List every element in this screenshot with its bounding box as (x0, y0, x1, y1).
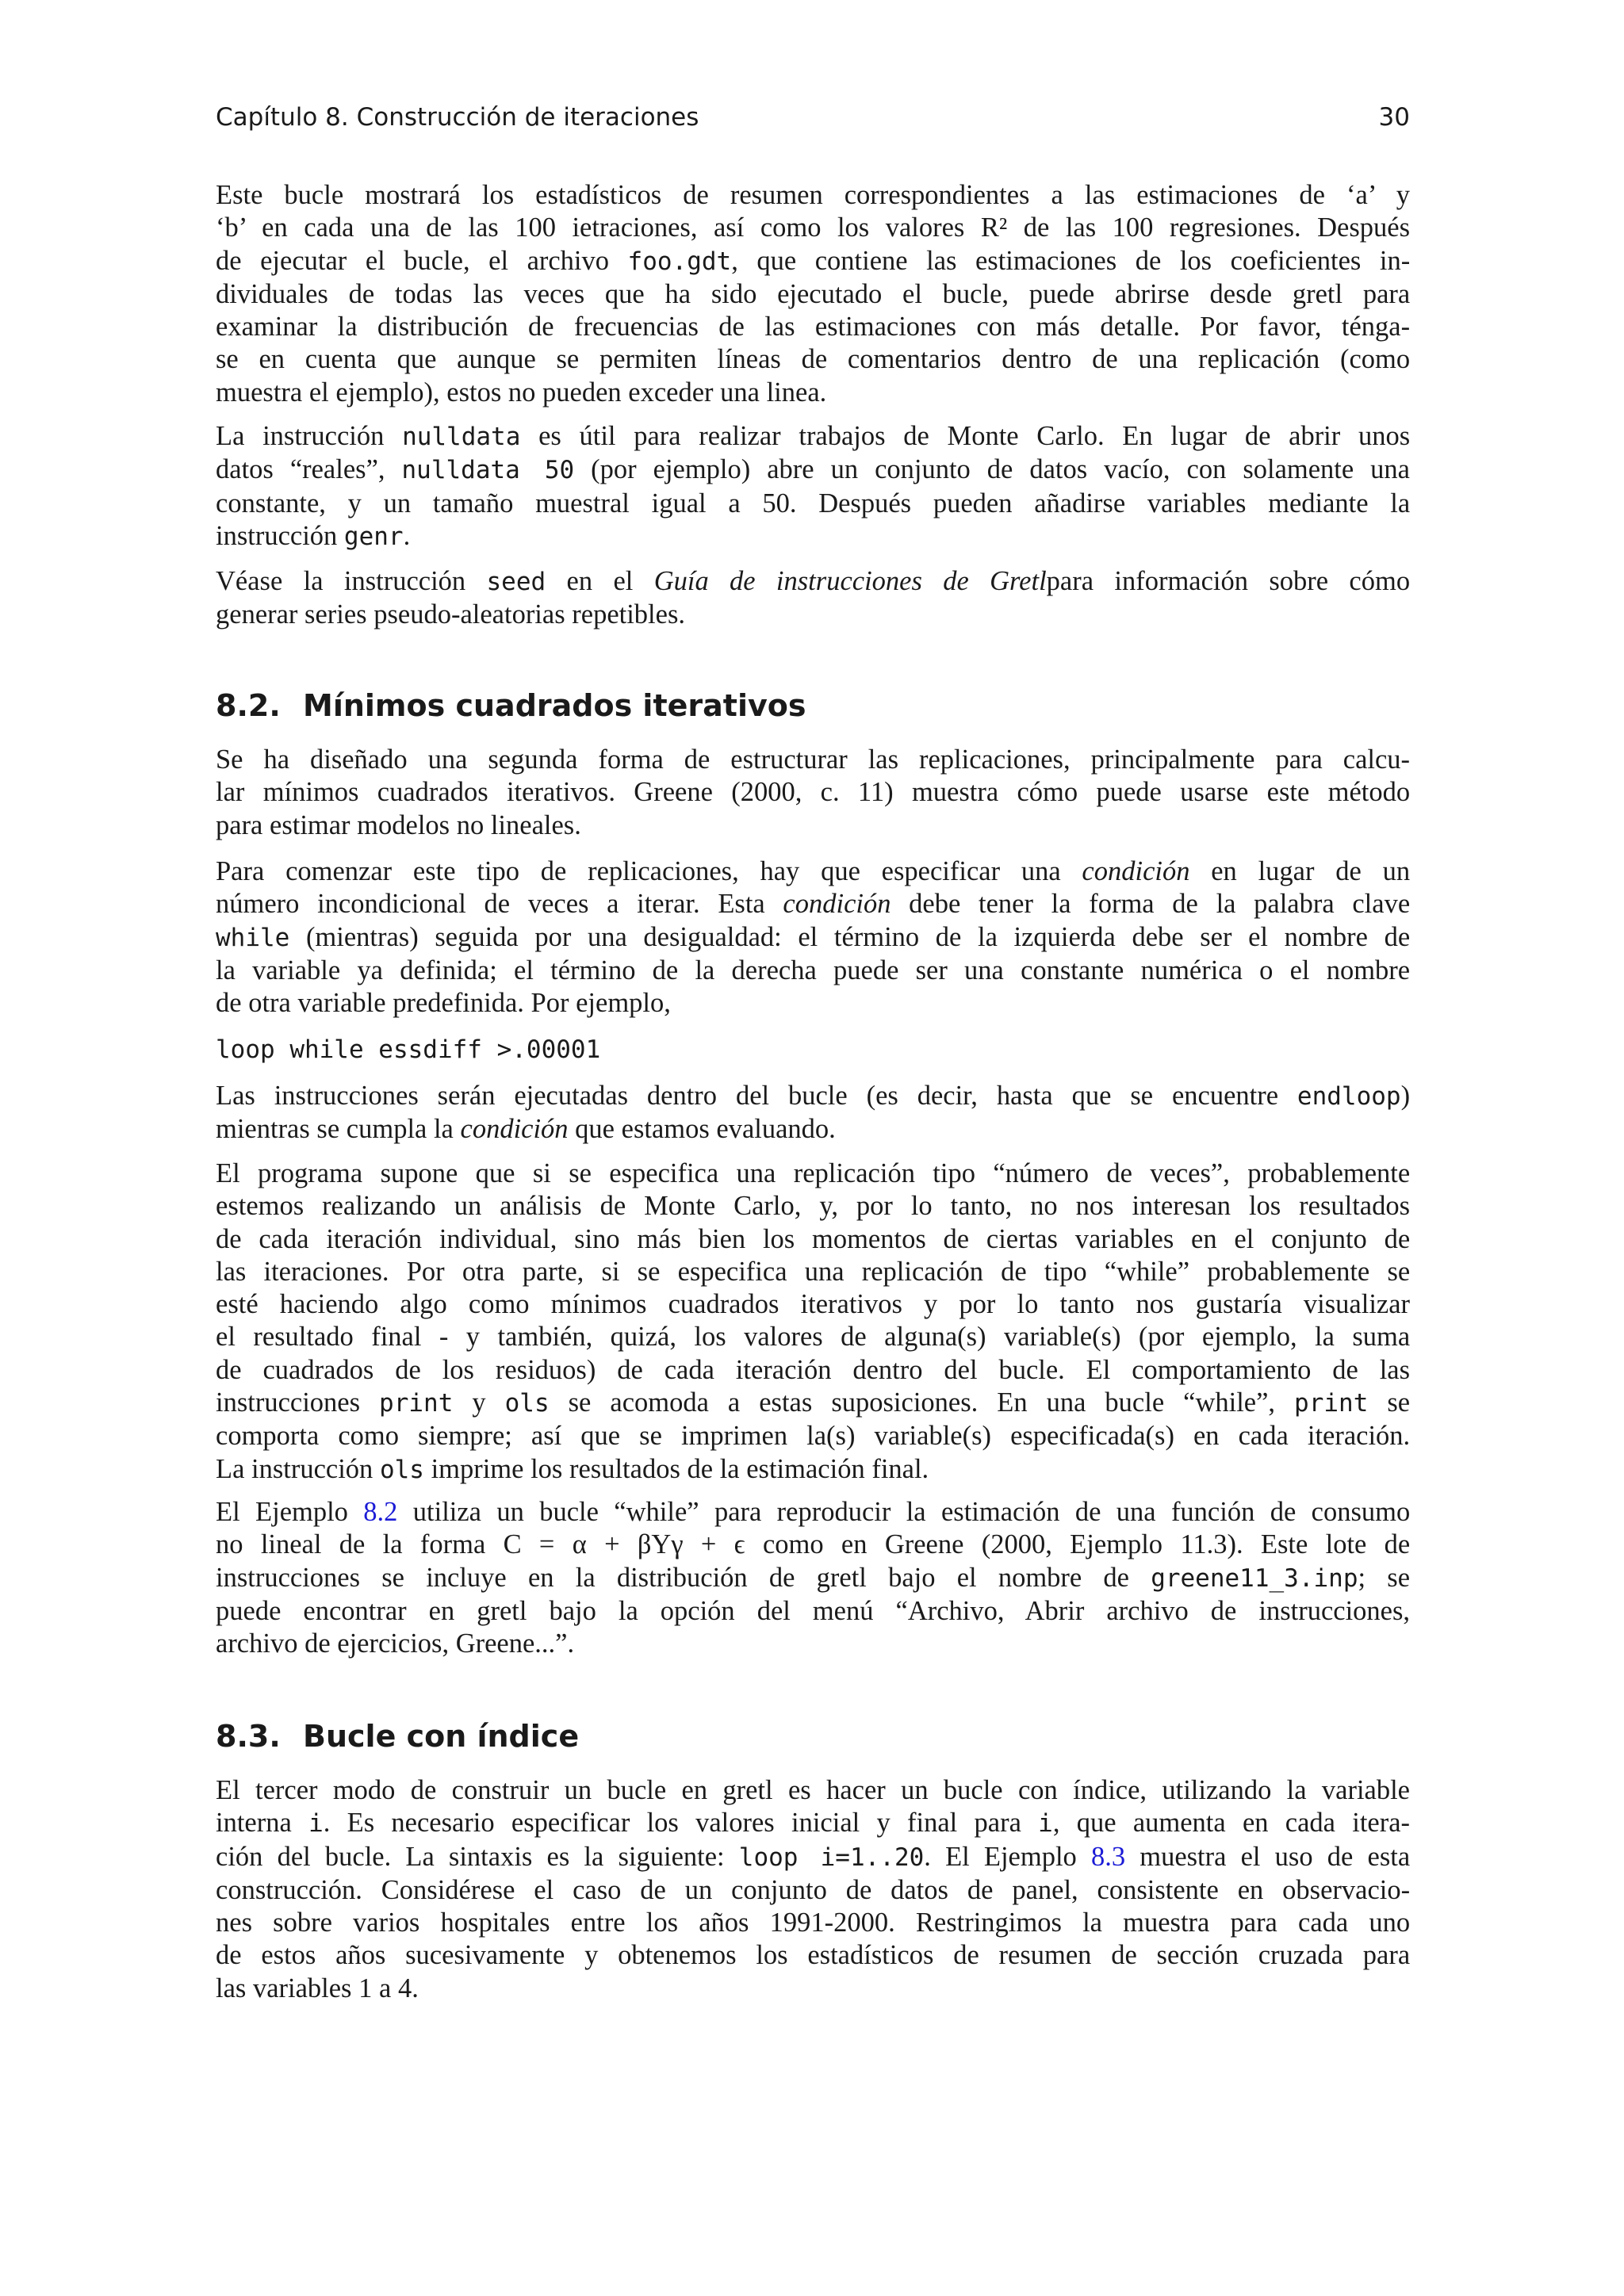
paragraph-text (216, 744, 1410, 842)
paragraph-text (216, 1158, 1410, 1487)
inline-code: ols (379, 1455, 424, 1484)
text-line: interna i. Es necesario especificar los valores inicial y final para i, que aumenta en cada itera- (216, 1808, 1411, 1839)
text-line: instrucción genr. (216, 520, 411, 551)
paragraph-loop-output (216, 179, 1410, 419)
chapter-title: Capítulo 8. Construcción de iteraciones (216, 103, 699, 132)
text-line: Las instrucciones serán ejecutadas dentro del bucle (es decir, hasta que se encuentre endloop) (216, 1081, 1411, 1111)
italic-text: condición (783, 889, 891, 920)
paragraph-text (216, 1080, 1410, 1146)
text-line: número incondicional de veces a iterar. Esta condición debe tener la forma de la palabra clave (216, 889, 1411, 920)
text-line: las iteraciones. Por otra parte, si se especifica una replicación de tipo “while” probablemente se (216, 1256, 1411, 1287)
text-line: dividuales de todas las veces que ha sido ejecutado el bucle, puede abrirse desde gretl para (216, 278, 1411, 309)
italic-text: condición (460, 1114, 569, 1145)
text-line: para estimar modelos no lineales. (216, 809, 581, 840)
paragraph-text (216, 1774, 1410, 2005)
paragraph-nulldata (216, 420, 1410, 563)
text-line: instrucciones se incluye en la distribución de gretl bajo el nombre de greene11_3.inp; se (216, 1562, 1411, 1593)
text-line: El programa supone que si se especifica una replicación tipo “número de veces”, probablemente (216, 1158, 1411, 1188)
text-line: el resultado final - y también, quizá, los valores de alguna(s) variable(s) (por ejemplo, la suma (216, 1322, 1411, 1353)
text-line: La instrucción nulldata es útil para realizar trabajos de Monte Carlo. En lugar de abrir unos (216, 421, 1411, 451)
code-example: loop while essdiff >.00001 (216, 1035, 601, 1064)
text-line: ‘b’ en cada una de las 100 ietraciones, así como los valores R² de las 100 regresiones. Después (216, 212, 1411, 243)
section-number: 8.2. (216, 688, 281, 723)
text-line: de otra variable predefinida. Por ejemplo, (216, 988, 671, 1019)
text-line: El tercer modo de construir un bucle en gretl es hacer un bucle con índice, utilizando la variable (216, 1775, 1410, 1805)
text-line: de cuadrados de los residuos) de cada iteración dentro del bucle. El comportamiento de las (216, 1354, 1411, 1385)
paragraph-seed (216, 565, 1410, 641)
text-line: mientras se cumpla la condición que estamos evaluando. (216, 1114, 836, 1145)
text-line: ción del bucle. La sintaxis es la siguiente: loop i=1..20. El Ejemplo 8.3 muestra el uso de esta (216, 1841, 1411, 1872)
text-line: estemos realizando un análisis de Monte Carlo, y, por lo tanto, no nos interesan los resultados (216, 1191, 1411, 1222)
text-line: Véase la instrucción seed en el Guía de instrucciones de Gretlpara información sobre cómo (216, 566, 1411, 596)
section-title: Bucle con índice (303, 1719, 580, 1754)
paragraph-index-loop (216, 1774, 1410, 2015)
text-line: de cada iteración individual, sino más bien los momentos de ciertas variables en el conjunto de (216, 1223, 1411, 1254)
example-link[interactable]: 8.3 (1090, 1841, 1126, 1872)
paragraph-loop-types (216, 1158, 1410, 1496)
text-line: de ejecutar el bucle, el archivo foo.gdt, que contiene las estimaciones de los coeficientes in- (216, 245, 1411, 276)
inline-code: i (1038, 1809, 1053, 1839)
section-title: Mínimos cuadrados iterativos (303, 688, 806, 723)
section-number: 8.3. (216, 1719, 281, 1754)
section-heading-8-3 (216, 1719, 579, 1754)
inline-code: nulldata (402, 423, 521, 451)
text-line: La instrucción ols imprime los resultados de la estimación final. (216, 1453, 929, 1484)
inline-code: seed (486, 568, 546, 596)
text-line: se en cuenta que aunque se permiten líneas de comentarios dentro de una replicación (como (216, 344, 1411, 375)
inline-code: print (379, 1389, 454, 1418)
inline-code: ols (504, 1389, 550, 1418)
text-line: Este bucle mostrará los estadísticos de resumen correspondientes a las estimaciones de ‘a’ y (216, 180, 1411, 210)
inline-code: print (1294, 1389, 1369, 1418)
paragraph-endloop (216, 1080, 1410, 1156)
text-line: las variables 1 a 4. (216, 1973, 419, 2003)
text-line: archivo de ejercicios, Greene...”. (216, 1628, 575, 1659)
text-line: instrucciones print y ols se acomoda a estas suposiciones. En una bucle “while”, print se (216, 1387, 1411, 1418)
inline-code: i (308, 1809, 324, 1839)
text-line: datos “reales”, nulldata 50 (por ejemplo) abre un conjunto de datos vacío, con solamente una (216, 454, 1410, 485)
paragraph-example-8-2 (216, 1496, 1410, 1670)
paragraph-text (216, 179, 1410, 409)
text-line: construcción. Considérese el caso de un conjunto de datos de panel, consistente en observacio- (216, 1874, 1411, 1905)
text-line: El Ejemplo 8.2 utiliza un bucle “while” para reproducir la estimación de una función de consumo (216, 1497, 1411, 1527)
text-line: muestra el ejemplo), estos no pueden exceder una linea. (216, 377, 827, 408)
inline-code: nulldata 50 (401, 456, 575, 485)
text-line: Se ha diseñado una segunda forma de estructurar las replicaciones, principalmente para calcu- (216, 744, 1411, 775)
paragraph-text (216, 420, 1410, 553)
text-line: no lineal de la forma C = α + βYγ + ϵ como en Greene (2000, Ejemplo 11.3). Este lote de (216, 1529, 1411, 1560)
inline-code: endloop (1297, 1082, 1401, 1111)
text-line: constante, y un tamaño muestral igual a 50. Después pueden añadirse variables mediante la (216, 488, 1411, 519)
text-line: de estos años sucesivamente y obtenemos los estadísticos de resumen de sección cruzada para (216, 1940, 1411, 1971)
text-line: puede encontrar en gretl bajo la opción del menú “Archivo, Abrir archivo de instrucciones, (216, 1595, 1411, 1626)
italic-text: condición (1082, 856, 1190, 886)
text-line: Para comenzar este tipo de replicaciones, hay que especificar una condición en lugar de un (216, 856, 1411, 886)
text-line: comporta como siempre; así que se imprimen la(s) variable(s) especificada(s) en cada iteración. (216, 1421, 1411, 1452)
inline-code: genr (343, 522, 404, 551)
text-line: while (mientras) seguida por una desigualdad: el término de la izquierda debe ser el nombre de (216, 921, 1411, 952)
paragraph-iterative-intro (216, 744, 1410, 851)
text-line: lar mínimos cuadrados iterativos. Greene (2000, c. 11) muestra cómo puede usarse este método (216, 777, 1411, 808)
paragraph-while-condition (216, 855, 1410, 1029)
inline-code: while (216, 923, 290, 952)
text-line: examinar la distribución de frecuencias de las estimaciones con más detalle. Por favor, ténga- (216, 312, 1411, 342)
page-number: 30 (1378, 103, 1410, 132)
text-line: esté haciendo algo como mínimos cuadrados iterativos y por lo tanto nos gustaría visualizar (216, 1289, 1411, 1320)
text-line: la variable ya definida; el término de la derecha puede ser una constante numérica o el nombre (216, 955, 1411, 985)
paragraph-text (216, 855, 1410, 1020)
text-line: nes sobre varios hospitales entre los años 1991-2000. Restringimos la muestra para cada uno (216, 1908, 1411, 1938)
example-link[interactable]: 8.2 (363, 1497, 398, 1527)
inline-code: foo.gdt (627, 247, 732, 276)
paragraph-text (216, 1496, 1410, 1660)
paragraph-text (216, 565, 1410, 632)
running-header (216, 103, 1410, 143)
text-line: generar series pseudo-aleatorias repetibles. (216, 599, 685, 630)
italic-text: Guía de instrucciones de Gretl (653, 566, 1047, 596)
inline-code: loop i=1..20 (738, 1843, 925, 1872)
inline-code: greene11_3.inp (1151, 1563, 1358, 1593)
section-heading-8-2 (216, 688, 806, 723)
